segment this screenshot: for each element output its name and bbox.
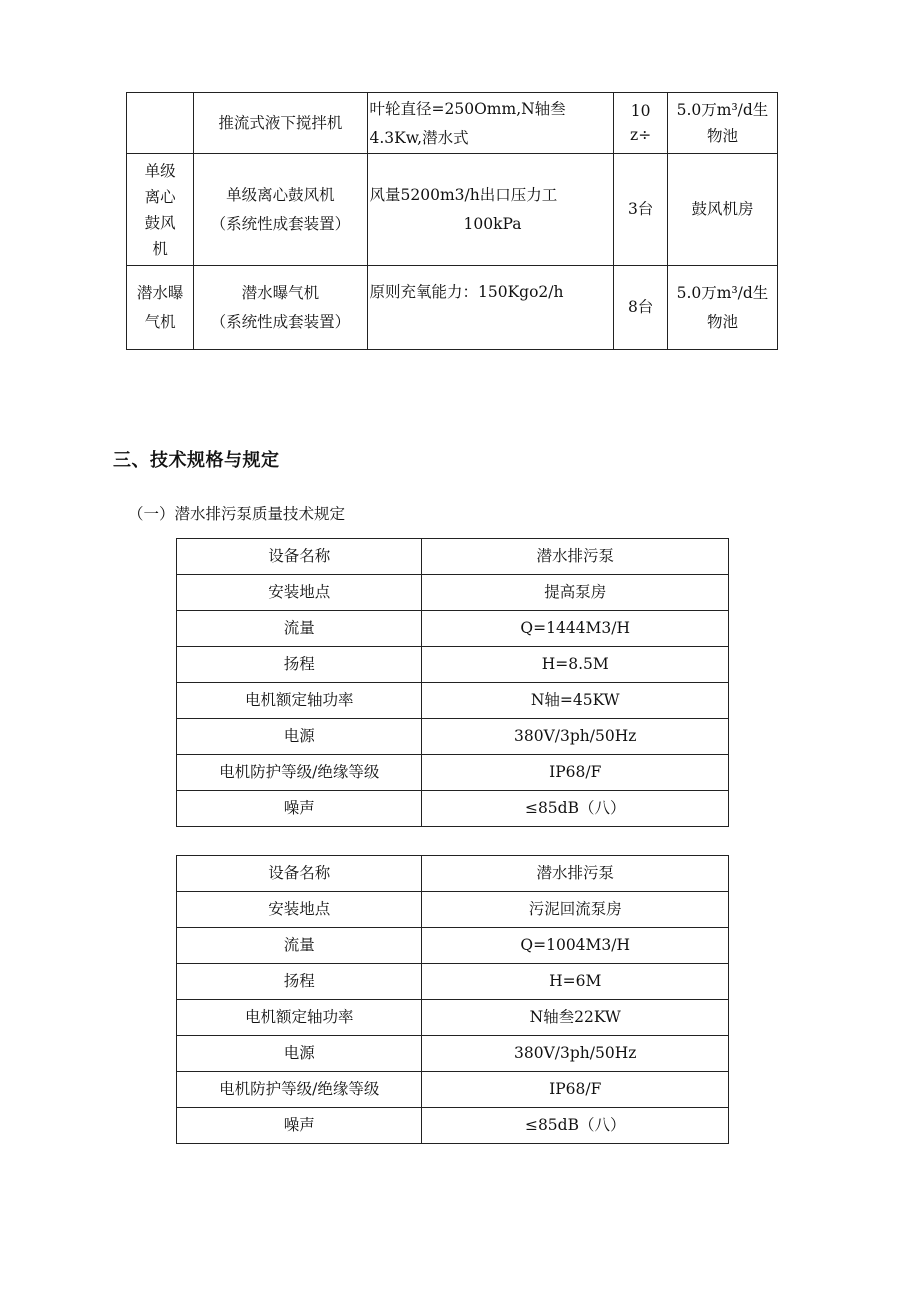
spec-key: 噪声 xyxy=(177,791,422,827)
spec-key: 流量 xyxy=(177,611,422,647)
spec-value: ≤85dB（八） xyxy=(422,791,729,827)
table-row xyxy=(127,266,778,350)
spec-key: 安装地点 xyxy=(177,892,422,928)
table-row xyxy=(177,755,729,791)
spec-cell: 风量5200m3/h出口压力工 100kPa xyxy=(367,154,614,266)
table-row xyxy=(177,791,729,827)
spec-value: 380V/3ph/50Hz xyxy=(422,1036,729,1072)
spec-value: 潜水排污泵 xyxy=(422,539,729,575)
spec-value: ≤85dB（八） xyxy=(422,1108,729,1144)
table-row xyxy=(177,575,729,611)
table-row xyxy=(177,1000,729,1036)
table-row xyxy=(177,1036,729,1072)
location-cell: 5.0万m³/d生 物池 xyxy=(667,266,777,350)
quantity-cell: 3台 xyxy=(614,154,668,266)
equipment-table xyxy=(126,92,778,350)
pump-spec-table-2 xyxy=(176,855,729,1144)
spec-key: 流量 xyxy=(177,928,422,964)
spec-cell: 原则充氧能力：150Kgo2/h xyxy=(367,266,614,350)
spec-key: 安装地点 xyxy=(177,575,422,611)
spec-key: 噪声 xyxy=(177,1108,422,1144)
equipment-name-cell: 推流式液下搅拌机 xyxy=(194,93,367,154)
spec-value: Q=1444M3/H xyxy=(422,611,729,647)
table-row xyxy=(177,1072,729,1108)
spec-value: H=8.5M xyxy=(422,647,729,683)
spec-key: 电机额定轴功率 xyxy=(177,1000,422,1036)
category-cell: 潜水曝 气机 xyxy=(127,266,194,350)
spec-key: 扬程 xyxy=(177,964,422,1000)
spec-value: IP68/F xyxy=(422,1072,729,1108)
spec-value: 380V/3ph/50Hz xyxy=(422,719,729,755)
spec-key: 电源 xyxy=(177,1036,422,1072)
table-row xyxy=(127,93,778,154)
spec-value: 污泥回流泵房 xyxy=(422,892,729,928)
category-cell: 单级 离心 鼓风 机 xyxy=(127,154,194,266)
spec-key: 设备名称 xyxy=(177,539,422,575)
spec-key: 扬程 xyxy=(177,647,422,683)
spec-value: 潜水排污泵 xyxy=(422,856,729,892)
spec-value: IP68/F xyxy=(422,755,729,791)
equipment-name-cell: 潜水曝气机 （系统性成套装置） xyxy=(194,266,367,350)
location-cell: 鼓风机房 xyxy=(667,154,777,266)
spec-key: 电源 xyxy=(177,719,422,755)
table-row xyxy=(177,683,729,719)
table-row xyxy=(177,856,729,892)
equipment-name-cell: 单级离心鼓风机 （系统性成套装置） xyxy=(194,154,367,266)
quantity-cell: 10 z÷ xyxy=(614,93,668,154)
pump-spec-table-1 xyxy=(176,538,729,827)
sub-heading: （一）潜水排污泵质量技术规定 xyxy=(128,505,346,523)
spec-cell: 叶轮直径=250Omm,N轴叁 4.3Kw,潜水式 xyxy=(367,93,614,154)
category-cell xyxy=(127,93,194,154)
spec-value: N轴叁22KW xyxy=(422,1000,729,1036)
table-row xyxy=(177,1108,729,1144)
table-row xyxy=(177,611,729,647)
spec-value: Q=1004M3/H xyxy=(422,928,729,964)
spec-value: 提高泵房 xyxy=(422,575,729,611)
location-cell: 5.0万m³/d生 物池 xyxy=(667,93,777,154)
table-row xyxy=(177,892,729,928)
table-row xyxy=(177,647,729,683)
table-row xyxy=(127,154,778,266)
spec-key: 电机防护等级/绝缘等级 xyxy=(177,755,422,791)
table-row xyxy=(177,964,729,1000)
table-row xyxy=(177,928,729,964)
spec-value: N轴=45KW xyxy=(422,683,729,719)
table-row xyxy=(177,719,729,755)
spec-key: 设备名称 xyxy=(177,856,422,892)
table-row xyxy=(177,539,729,575)
quantity-cell: 8台 xyxy=(614,266,668,350)
spec-value: H=6M xyxy=(422,964,729,1000)
spec-key: 电机防护等级/绝缘等级 xyxy=(177,1072,422,1108)
spec-key: 电机额定轴功率 xyxy=(177,683,422,719)
section-heading: 三、技术规格与规定 xyxy=(113,450,280,471)
